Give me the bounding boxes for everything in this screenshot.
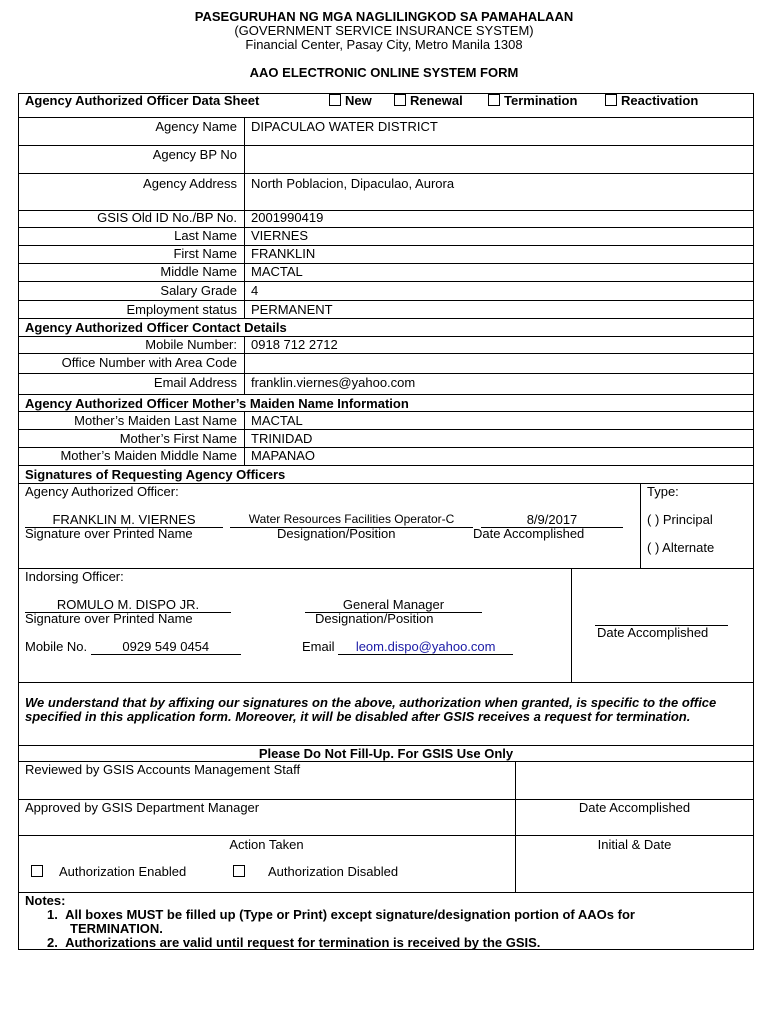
divider — [18, 465, 754, 466]
disabled-checkbox[interactable] — [233, 865, 245, 877]
type-label: Type: — [647, 484, 679, 499]
renewal-checkbox[interactable] — [394, 94, 406, 106]
note-item: 2. Authorizations are valid until request for termination is received by the GSIS. — [47, 935, 541, 950]
divider — [18, 336, 754, 337]
agency-address: Financial Center, Pasay City, Metro Manila 1308 — [245, 37, 523, 52]
first-name-value[interactable]: FRANKLIN — [251, 246, 316, 261]
field-label: Mobile Number: — [145, 337, 237, 352]
signature-caption: Signature over Printed Name — [25, 611, 193, 626]
data-sheet-title: Agency Authorized Officer Data Sheet — [25, 93, 260, 108]
gsis-id-value[interactable]: 2001990419 — [251, 210, 324, 225]
label-value-separator — [244, 411, 245, 465]
indorsing-signature-name[interactable]: ROMULO M. DISPO JR. — [25, 597, 231, 613]
termination-checkbox[interactable] — [488, 94, 500, 106]
type-column-separator — [640, 483, 641, 568]
indorsing-label: Indorsing Officer: — [25, 569, 124, 584]
field-label: Office Number with Area Code — [61, 355, 237, 370]
option-renewal[interactable]: Renewal — [394, 93, 463, 108]
note-item-continuation: TERMINATION. — [70, 921, 163, 936]
signature-caption: Signature over Printed Name — [25, 526, 193, 541]
option-termination[interactable]: Termination — [488, 93, 577, 108]
divider — [18, 145, 754, 146]
action-taken-label: Action Taken — [229, 837, 304, 852]
mobile-label: Mobile No. — [25, 639, 88, 654]
divider — [18, 429, 754, 430]
salary-grade-value[interactable]: 4 — [251, 283, 259, 298]
authorization-enabled-option[interactable]: Authorization Enabled — [31, 864, 186, 879]
divider — [18, 318, 754, 319]
gsis-column-separator — [515, 761, 516, 892]
agency-address-value[interactable]: North Poblacion, Dipaculao, Aurora — [251, 176, 455, 191]
reactivation-checkbox[interactable] — [605, 94, 617, 106]
agency-name-value[interactable]: DIPACULAO WATER DISTRICT — [251, 119, 438, 134]
signatures-section-title: Signatures of Requesting Agency Officers — [25, 467, 286, 482]
field-label: GSIS Old ID No./BP No. — [97, 210, 237, 225]
gsis-use-title: Please Do Not Fill-Up. For GSIS Use Only — [258, 746, 514, 761]
divider — [18, 568, 754, 569]
aao-signature-name[interactable]: FRANKLIN M. VIERNES — [25, 512, 223, 528]
last-name-value[interactable]: VIERNES — [251, 228, 309, 243]
label-value-separator — [244, 336, 245, 394]
designation-caption: Designation/Position — [277, 526, 396, 541]
field-label: Salary Grade — [160, 283, 237, 298]
maiden-section-title: Agency Authorized Officer Mother’s Maiden Name Information — [25, 396, 409, 411]
date-column-separator — [571, 568, 572, 682]
field-label: Middle Name — [160, 264, 237, 279]
divider — [18, 263, 754, 264]
divider — [18, 892, 754, 893]
field-label: Agency BP No — [152, 147, 237, 162]
reviewed-label: Reviewed by GSIS Accounts Management Staff — [25, 762, 301, 777]
type-alternate-option[interactable]: ( ) Alternate — [647, 540, 715, 555]
field-label: Mother’s Maiden Last Name — [74, 413, 237, 428]
divider — [18, 281, 754, 282]
indorsing-date-line[interactable] — [595, 611, 728, 626]
note-item: 1. All boxes MUST be filled up (Type or Print) except signature/designation portion of AAOs for — [47, 907, 635, 922]
mother-first-name-value[interactable]: TRINIDAD — [251, 431, 313, 446]
agency-name-filipino: PASEGURUHAN NG MGA NAGLILINGKOD SA PAMAHALAAN — [194, 9, 574, 24]
email-label: Email — [302, 639, 335, 654]
contact-section-title: Agency Authorized Officer Contact Details — [25, 320, 287, 335]
agency-name-english: (GOVERNMENT SERVICE INSURANCE SYSTEM) — [234, 23, 534, 38]
divider — [18, 373, 754, 374]
authorization-disabled-option[interactable]: Authorization Disabled — [233, 864, 398, 879]
field-label: Mother’s First Name — [119, 431, 237, 446]
aao-label: Agency Authorized Officer: — [25, 484, 179, 499]
mobile-number-value[interactable]: 0918 712 2712 — [251, 337, 338, 352]
field-label: Mother’s Maiden Middle Name — [60, 448, 237, 463]
field-label: Agency Address — [143, 176, 237, 191]
field-label: Email Address — [153, 375, 237, 390]
enabled-checkbox[interactable] — [31, 865, 43, 877]
divider — [18, 245, 754, 246]
divider — [18, 173, 754, 174]
date-caption: Date Accomplished — [473, 526, 585, 541]
type-principal-option[interactable]: ( ) Principal — [647, 512, 713, 527]
indorsing-mobile-value[interactable]: 0929 549 0454 — [91, 639, 241, 655]
authorization-statement: We understand that by affixing our signatures on the above, authorization when granted, is specific to the office specified in this application form. Moreover, it will be disabled after GSIS receives a request for termination. — [25, 695, 717, 724]
aao-designation[interactable]: Water Resources Facilities Operator-C — [230, 512, 473, 528]
maiden-middle-name-value[interactable]: MAPANAO — [251, 448, 316, 463]
divider — [18, 411, 754, 412]
indorsing-email-link[interactable]: leom.dispo@yahoo.com — [338, 639, 513, 655]
option-new[interactable]: New — [329, 93, 372, 108]
aao-date[interactable]: 8/9/2017 — [481, 512, 623, 528]
maiden-last-name-value[interactable]: MACTAL — [251, 413, 303, 428]
middle-name-value[interactable]: MACTAL — [251, 264, 303, 279]
notes-title: Notes: — [25, 893, 66, 908]
gsis-date-accomplished-label: Date Accomplished — [578, 800, 691, 815]
designation-caption: Designation/Position — [315, 611, 434, 626]
form-title: AAO ELECTRONIC ONLINE SYSTEM FORM — [249, 65, 519, 80]
employment-status-value[interactable]: PERMANENT — [251, 302, 333, 317]
initial-date-label: Initial & Date — [597, 837, 672, 852]
field-label: Agency Name — [155, 119, 237, 134]
divider — [18, 394, 754, 395]
divider — [18, 682, 754, 683]
approved-label: Approved by GSIS Department Manager — [25, 800, 260, 815]
indorsing-designation[interactable]: General Manager — [305, 597, 482, 613]
date-caption: Date Accomplished — [597, 625, 709, 640]
option-reactivation[interactable]: Reactivation — [605, 93, 698, 108]
field-label: Last Name — [174, 228, 237, 243]
label-value-separator — [244, 117, 245, 318]
field-label: First Name — [173, 246, 237, 261]
divider — [18, 300, 754, 301]
field-label: Employment status — [126, 302, 237, 317]
divider — [18, 227, 754, 228]
divider — [18, 835, 754, 836]
email-address-value[interactable]: franklin.viernes@yahoo.com — [251, 375, 416, 390]
divider — [18, 353, 754, 354]
divider — [18, 117, 754, 118]
new-checkbox[interactable] — [329, 94, 341, 106]
